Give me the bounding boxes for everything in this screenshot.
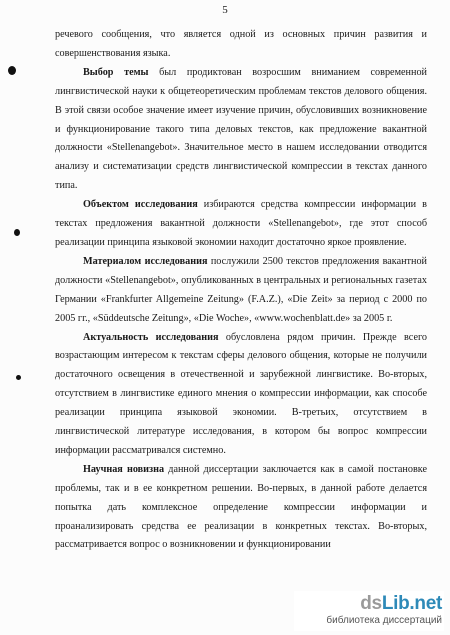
paragraph-heading: Актуальность исследования — [83, 331, 219, 343]
watermark-logo-lib: Lib — [381, 593, 410, 614]
punch-hole-mark — [14, 229, 20, 236]
paragraph-text: речевого сообщения, что является одной из основных причин развития и совершенствования языка. — [55, 29, 427, 59]
document-body — [55, 26, 427, 555]
paragraph-text: данной диссертации заключается как в самой постановке проблемы, так и в ее конкретном решении. Во-первых, в данной работе делается попытка дать комплексное определение компрессии информации и проанализировать средства ее реализации в конкретных текстах. Во-вторых, рассматривается вопрос о возникновении и функционировании — [55, 463, 428, 551]
paragraph-text: послужили 2500 текстов предложения вакантной должности «Stellenangebot», опубликованных в центральных и региональных газетах Германии «Frankfurter Allgemeine Zeitung» (F.A.Z.), «Die Zeit» за период с 2000 по 2005 гг., «Süddeutsche Zeitung», «Die Woche», «www.wochenblatt.de» за 2005 г. — [55, 255, 427, 324]
watermark-logo-ds: ds — [360, 593, 382, 614]
watermark-logo-net: .net — [409, 593, 442, 614]
paragraph-research-material — [55, 253, 427, 329]
paragraph-heading: Материалом исследования — [83, 255, 208, 267]
punch-hole-mark — [16, 375, 21, 380]
paragraph-research-object — [55, 196, 427, 253]
paragraph-relevance — [55, 329, 427, 461]
paragraph-novelty — [55, 461, 427, 556]
paragraph-text: был продиктован возросшим вниманием современной лингвистической науки к общетеоретическим проблемам текстов делового общения. В этой связи особое значение имеет изучение причин, обусловивших возникновение и функционирование такого типа деловых текстов, как предложение вакантной должности «Stellenangebot». Значительное место в нашем исследовании отводится анализу и систематизации средств лингвистической компрессии в текстах данного типа. — [55, 66, 427, 192]
paragraph-continuation — [55, 26, 427, 64]
paragraph-text: обусловлена рядом причин. Прежде всего возрастающим интересом к текстам сферы делового общения, которые не получили достаточного освещения в отечественной и зарубежной лингвистике. Во-вторых, отсутствием в лингвистике единого мнения о компрессии информации, как способе реализации принципа языковой экономии. В-третьих, отсутствием в лингвистической литературе исследования, в котором бы вопрос компрессии информации рассматривался системно. — [55, 331, 427, 456]
watermark — [294, 591, 444, 631]
paragraph-topic-choice — [55, 64, 427, 196]
paragraph-text: избираются средства компрессии информации в текстах предложения вакантной должности «Stellenangebot», где этот способ реализации принципа языковой экономии находит достаточно яркое проявление. — [55, 199, 427, 248]
punch-hole-mark — [8, 66, 16, 75]
paragraph-heading: Объектом исследования — [83, 199, 198, 211]
watermark-subtitle: библиотека диссертаций — [326, 615, 442, 626]
watermark-logo — [296, 593, 442, 615]
paragraph-heading: Научная новизна — [83, 463, 165, 475]
page-number: 5 — [222, 4, 228, 16]
paragraph-heading: Выбор темы — [83, 66, 149, 78]
